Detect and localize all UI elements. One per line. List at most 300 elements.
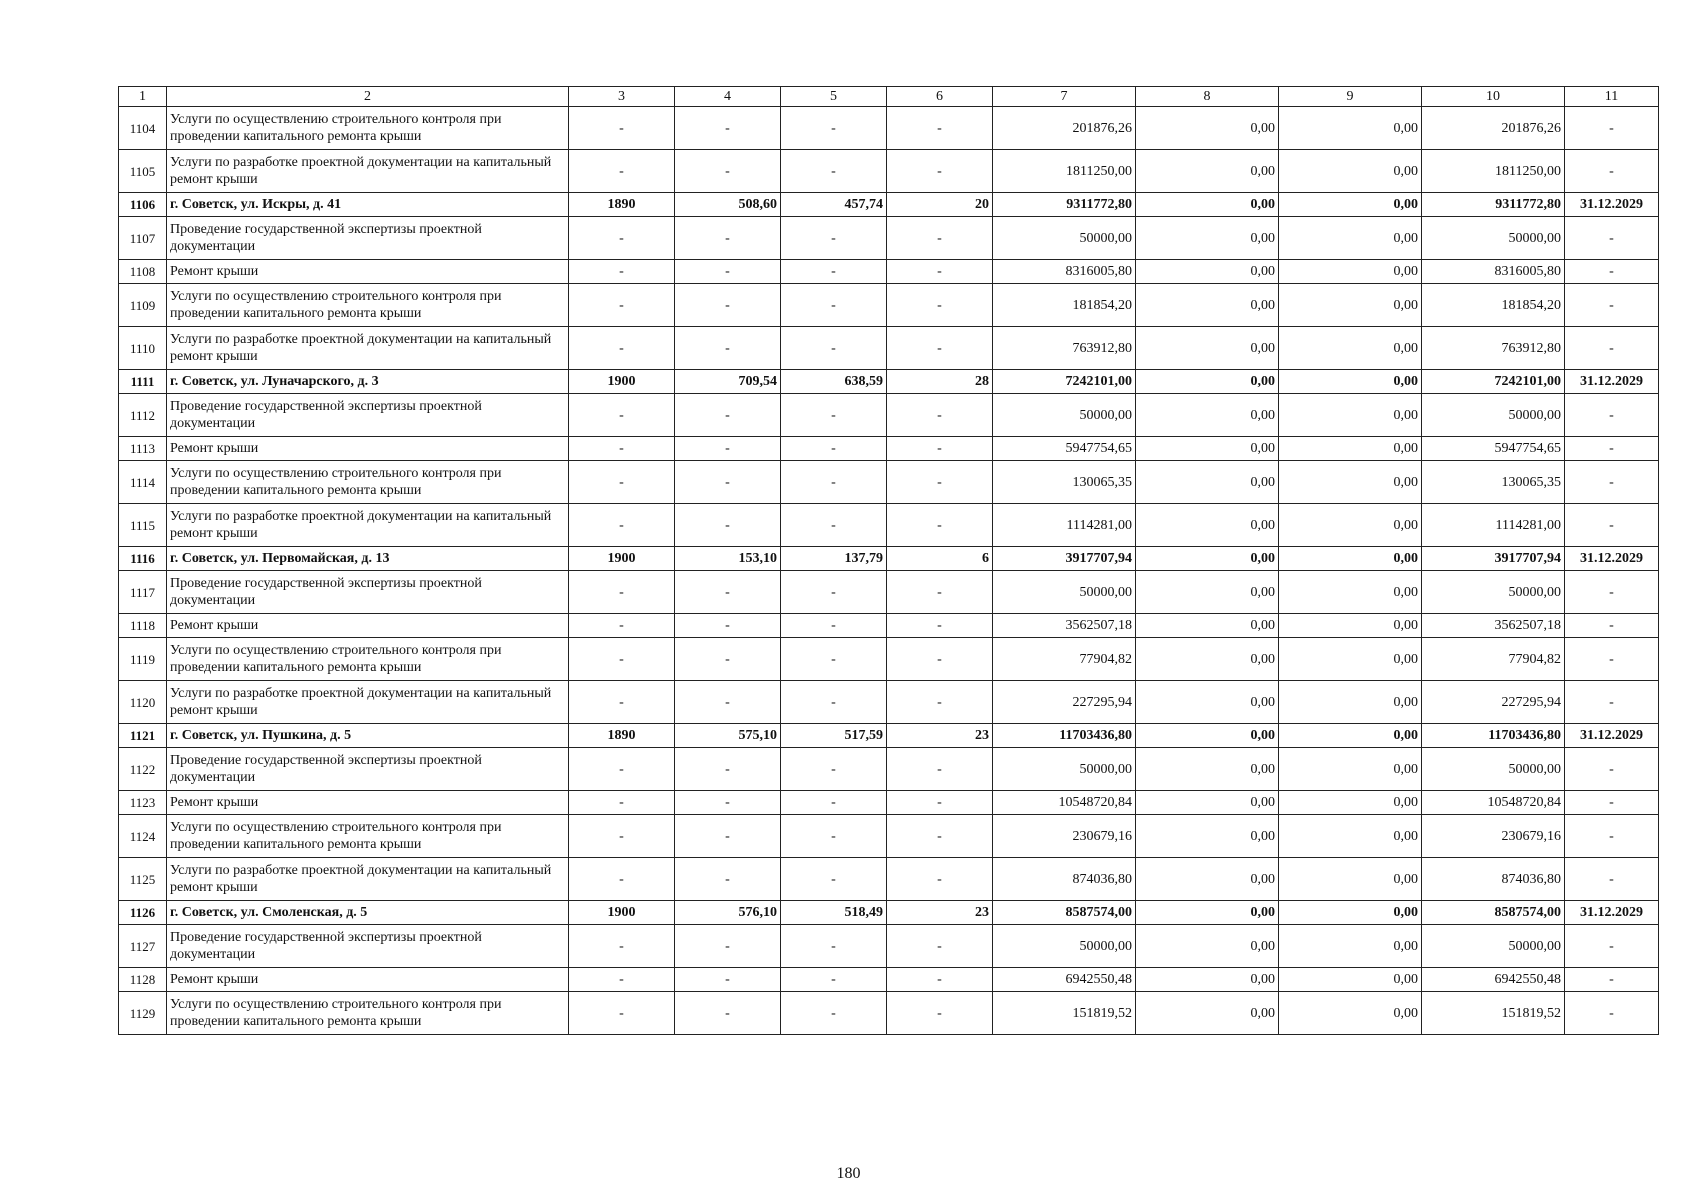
work-name-cell: Услуги по разработке проектной документации на капитальный ремонт крыши [167, 150, 569, 193]
completion-date-cell: - [1565, 150, 1659, 193]
year-cell: - [569, 614, 675, 638]
row-number-cell: 1121 [119, 724, 167, 748]
total-area-cell: - [675, 571, 781, 614]
fund-cost-cell: 0,00 [1136, 437, 1279, 461]
fund-cost-cell: 0,00 [1136, 858, 1279, 901]
budget-cost-cell: 0,00 [1279, 284, 1422, 327]
table-row [119, 638, 1659, 681]
completion-date-cell: - [1565, 394, 1659, 437]
budget-cost-cell: 0,00 [1279, 327, 1422, 370]
table-row [119, 681, 1659, 724]
living-area-cell: 457,74 [781, 193, 887, 217]
table-row [119, 150, 1659, 193]
fund-cost-cell: 0,00 [1136, 394, 1279, 437]
table-row [119, 260, 1659, 284]
living-area-cell: - [781, 437, 887, 461]
total-cost-cell: 7242101,00 [993, 370, 1136, 394]
residents-cell: - [887, 815, 993, 858]
row-number-cell: 1104 [119, 107, 167, 150]
row-number-cell: 1109 [119, 284, 167, 327]
total-area-cell: - [675, 284, 781, 327]
year-cell: - [569, 681, 675, 724]
completion-date-cell: - [1565, 638, 1659, 681]
year-cell: - [569, 815, 675, 858]
owners-cost-cell: 50000,00 [1422, 394, 1565, 437]
completion-date-cell: - [1565, 571, 1659, 614]
work-name-cell: Услуги по разработке проектной документации на капитальный ремонт крыши [167, 681, 569, 724]
residents-cell: - [887, 614, 993, 638]
fund-cost-cell: 0,00 [1136, 815, 1279, 858]
work-name-cell: Ремонт крыши [167, 437, 569, 461]
total-area-cell: - [675, 791, 781, 815]
budget-cost-cell: 0,00 [1279, 217, 1422, 260]
total-cost-cell: 11703436,80 [993, 724, 1136, 748]
completion-date-cell: - [1565, 681, 1659, 724]
row-number-cell: 1128 [119, 968, 167, 992]
living-area-cell: 137,79 [781, 547, 887, 571]
col-header-7: 7 [993, 87, 1136, 107]
row-number-cell: 1112 [119, 394, 167, 437]
residents-cell: - [887, 968, 993, 992]
work-name-cell: Проведение государственной экспертизы проектной документации [167, 748, 569, 791]
row-number-cell: 1125 [119, 858, 167, 901]
table-row [119, 815, 1659, 858]
owners-cost-cell: 50000,00 [1422, 748, 1565, 791]
completion-date-cell: - [1565, 461, 1659, 504]
total-cost-cell: 230679,16 [993, 815, 1136, 858]
total-area-cell: 575,10 [675, 724, 781, 748]
budget-cost-cell: 0,00 [1279, 681, 1422, 724]
residents-cell: - [887, 437, 993, 461]
living-area-cell: - [781, 394, 887, 437]
total-cost-cell: 50000,00 [993, 217, 1136, 260]
owners-cost-cell: 50000,00 [1422, 571, 1565, 614]
owners-cost-cell: 7242101,00 [1422, 370, 1565, 394]
total-cost-cell: 10548720,84 [993, 791, 1136, 815]
fund-cost-cell: 0,00 [1136, 614, 1279, 638]
budget-cost-cell: 0,00 [1279, 504, 1422, 547]
living-area-cell: - [781, 858, 887, 901]
budget-cost-cell: 0,00 [1279, 791, 1422, 815]
budget-cost-cell: 0,00 [1279, 150, 1422, 193]
completion-date-cell: - [1565, 968, 1659, 992]
budget-cost-cell: 0,00 [1279, 370, 1422, 394]
fund-cost-cell: 0,00 [1136, 370, 1279, 394]
row-number-cell: 1116 [119, 547, 167, 571]
table-row [119, 327, 1659, 370]
row-number-cell: 1123 [119, 791, 167, 815]
fund-cost-cell: 0,00 [1136, 968, 1279, 992]
year-cell: 1890 [569, 193, 675, 217]
completion-date-cell: 31.12.2029 [1565, 901, 1659, 925]
total-area-cell: 576,10 [675, 901, 781, 925]
budget-cost-cell: 0,00 [1279, 724, 1422, 748]
residents-cell: - [887, 748, 993, 791]
fund-cost-cell: 0,00 [1136, 260, 1279, 284]
budget-cost-cell: 0,00 [1279, 925, 1422, 968]
fund-cost-cell: 0,00 [1136, 638, 1279, 681]
fund-cost-cell: 0,00 [1136, 284, 1279, 327]
table-row [119, 394, 1659, 437]
total-area-cell: - [675, 614, 781, 638]
residents-cell: - [887, 504, 993, 547]
table-row [119, 614, 1659, 638]
completion-date-cell: - [1565, 925, 1659, 968]
year-cell: - [569, 858, 675, 901]
residents-cell: - [887, 681, 993, 724]
residents-cell: - [887, 217, 993, 260]
residents-cell: 6 [887, 547, 993, 571]
completion-date-cell: 31.12.2029 [1565, 370, 1659, 394]
living-area-cell: - [781, 461, 887, 504]
fund-cost-cell: 0,00 [1136, 150, 1279, 193]
living-area-cell: - [781, 327, 887, 370]
owners-cost-cell: 50000,00 [1422, 217, 1565, 260]
work-name-cell: Услуги по осуществлению строительного контроля при проведении капитального ремонта крыши [167, 284, 569, 327]
completion-date-cell: - [1565, 748, 1659, 791]
completion-date-cell: 31.12.2029 [1565, 547, 1659, 571]
col-header-5: 5 [781, 87, 887, 107]
total-area-cell: - [675, 107, 781, 150]
row-number-cell: 1126 [119, 901, 167, 925]
address-row [119, 547, 1659, 571]
total-area-cell: - [675, 461, 781, 504]
year-cell: - [569, 260, 675, 284]
year-cell: - [569, 968, 675, 992]
residents-cell: - [887, 858, 993, 901]
work-name-cell: Услуги по осуществлению строительного контроля при проведении капитального ремонта крыши [167, 992, 569, 1035]
budget-cost-cell: 0,00 [1279, 547, 1422, 571]
fund-cost-cell: 0,00 [1136, 461, 1279, 504]
living-area-cell: - [781, 925, 887, 968]
year-cell: - [569, 638, 675, 681]
total-cost-cell: 763912,80 [993, 327, 1136, 370]
living-area-cell: - [781, 992, 887, 1035]
total-cost-cell: 130065,35 [993, 461, 1136, 504]
living-area-cell: - [781, 571, 887, 614]
residents-cell: - [887, 150, 993, 193]
budget-cost-cell: 0,00 [1279, 901, 1422, 925]
living-area-cell: 638,59 [781, 370, 887, 394]
col-header-1: 1 [119, 87, 167, 107]
residents-cell: - [887, 260, 993, 284]
work-name-cell: Проведение государственной экспертизы проектной документации [167, 217, 569, 260]
owners-cost-cell: 1114281,00 [1422, 504, 1565, 547]
year-cell: - [569, 571, 675, 614]
completion-date-cell: - [1565, 217, 1659, 260]
residents-cell: - [887, 638, 993, 681]
total-cost-cell: 3917707,94 [993, 547, 1136, 571]
completion-date-cell: - [1565, 858, 1659, 901]
living-area-cell: - [781, 815, 887, 858]
total-area-cell: - [675, 925, 781, 968]
col-header-3: 3 [569, 87, 675, 107]
row-number-cell: 1113 [119, 437, 167, 461]
total-cost-cell: 50000,00 [993, 394, 1136, 437]
owners-cost-cell: 874036,80 [1422, 858, 1565, 901]
owners-cost-cell: 130065,35 [1422, 461, 1565, 504]
work-name-cell: г. Советск, ул. Смоленская, д. 5 [167, 901, 569, 925]
work-name-cell: Услуги по разработке проектной документации на капитальный ремонт крыши [167, 327, 569, 370]
year-cell: - [569, 217, 675, 260]
budget-cost-cell: 0,00 [1279, 461, 1422, 504]
year-cell: - [569, 437, 675, 461]
row-number-cell: 1107 [119, 217, 167, 260]
address-row [119, 724, 1659, 748]
work-name-cell: Услуги по разработке проектной документации на капитальный ремонт крыши [167, 858, 569, 901]
budget-cost-cell: 0,00 [1279, 968, 1422, 992]
col-header-2: 2 [167, 87, 569, 107]
fund-cost-cell: 0,00 [1136, 724, 1279, 748]
table-row [119, 858, 1659, 901]
fund-cost-cell: 0,00 [1136, 107, 1279, 150]
residents-cell: - [887, 925, 993, 968]
work-name-cell: Ремонт крыши [167, 968, 569, 992]
residents-cell: 28 [887, 370, 993, 394]
total-cost-cell: 9311772,80 [993, 193, 1136, 217]
col-header-11: 11 [1565, 87, 1659, 107]
residents-cell: - [887, 327, 993, 370]
living-area-cell: 518,49 [781, 901, 887, 925]
work-name-cell: Услуги по осуществлению строительного контроля при проведении капитального ремонта крыши [167, 638, 569, 681]
owners-cost-cell: 1811250,00 [1422, 150, 1565, 193]
year-cell: - [569, 748, 675, 791]
row-number-cell: 1117 [119, 571, 167, 614]
budget-cost-cell: 0,00 [1279, 193, 1422, 217]
total-area-cell: - [675, 327, 781, 370]
total-area-cell: 153,10 [675, 547, 781, 571]
year-cell: - [569, 107, 675, 150]
total-cost-cell: 3562507,18 [993, 614, 1136, 638]
year-cell: - [569, 461, 675, 504]
fund-cost-cell: 0,00 [1136, 901, 1279, 925]
total-cost-cell: 77904,82 [993, 638, 1136, 681]
year-cell: - [569, 327, 675, 370]
completion-date-cell: - [1565, 815, 1659, 858]
owners-cost-cell: 151819,52 [1422, 992, 1565, 1035]
work-name-cell: Услуги по разработке проектной документации на капитальный ремонт крыши [167, 504, 569, 547]
work-name-cell: г. Советск, ул. Первомайская, д. 13 [167, 547, 569, 571]
total-area-cell: - [675, 638, 781, 681]
fund-cost-cell: 0,00 [1136, 681, 1279, 724]
work-name-cell: Ремонт крыши [167, 791, 569, 815]
work-name-cell: Услуги по осуществлению строительного контроля при проведении капитального ремонта крыши [167, 815, 569, 858]
table-row [119, 504, 1659, 547]
total-cost-cell: 5947754,65 [993, 437, 1136, 461]
living-area-cell: - [781, 150, 887, 193]
fund-cost-cell: 0,00 [1136, 748, 1279, 791]
owners-cost-cell: 181854,20 [1422, 284, 1565, 327]
completion-date-cell: - [1565, 791, 1659, 815]
fund-cost-cell: 0,00 [1136, 571, 1279, 614]
row-number-cell: 1127 [119, 925, 167, 968]
table-row [119, 107, 1659, 150]
budget-cost-cell: 0,00 [1279, 107, 1422, 150]
residents-cell: 23 [887, 724, 993, 748]
residents-cell: - [887, 791, 993, 815]
total-area-cell: - [675, 681, 781, 724]
completion-date-cell: - [1565, 327, 1659, 370]
work-name-cell: Услуги по осуществлению строительного контроля при проведении капитального ремонта крыши [167, 107, 569, 150]
year-cell: - [569, 504, 675, 547]
owners-cost-cell: 5947754,65 [1422, 437, 1565, 461]
residents-cell: - [887, 394, 993, 437]
table-row [119, 968, 1659, 992]
fund-cost-cell: 0,00 [1136, 791, 1279, 815]
living-area-cell: - [781, 217, 887, 260]
budget-cost-cell: 0,00 [1279, 571, 1422, 614]
budget-cost-cell: 0,00 [1279, 748, 1422, 791]
year-cell: 1900 [569, 370, 675, 394]
row-number-cell: 1120 [119, 681, 167, 724]
budget-cost-cell: 0,00 [1279, 437, 1422, 461]
living-area-cell: - [781, 748, 887, 791]
completion-date-cell: - [1565, 260, 1659, 284]
total-area-cell: - [675, 437, 781, 461]
fund-cost-cell: 0,00 [1136, 193, 1279, 217]
residents-cell: - [887, 284, 993, 327]
fund-cost-cell: 0,00 [1136, 925, 1279, 968]
total-area-cell: - [675, 260, 781, 284]
work-name-cell: г. Советск, ул. Пушкина, д. 5 [167, 724, 569, 748]
owners-cost-cell: 227295,94 [1422, 681, 1565, 724]
year-cell: 1900 [569, 547, 675, 571]
total-area-cell: - [675, 815, 781, 858]
living-area-cell: - [781, 968, 887, 992]
owners-cost-cell: 11703436,80 [1422, 724, 1565, 748]
completion-date-cell: - [1565, 284, 1659, 327]
row-number-cell: 1105 [119, 150, 167, 193]
works-table [118, 86, 1659, 1035]
fund-cost-cell: 0,00 [1136, 327, 1279, 370]
address-row [119, 370, 1659, 394]
owners-cost-cell: 3562507,18 [1422, 614, 1565, 638]
year-cell: - [569, 992, 675, 1035]
residents-cell: 20 [887, 193, 993, 217]
living-area-cell: - [781, 260, 887, 284]
table-row [119, 791, 1659, 815]
budget-cost-cell: 0,00 [1279, 394, 1422, 437]
page-number: 180 [836, 1165, 861, 1182]
owners-cost-cell: 230679,16 [1422, 815, 1565, 858]
completion-date-cell: 31.12.2029 [1565, 193, 1659, 217]
living-area-cell: 517,59 [781, 724, 887, 748]
col-header-8: 8 [1136, 87, 1279, 107]
completion-date-cell: - [1565, 614, 1659, 638]
owners-cost-cell: 6942550,48 [1422, 968, 1565, 992]
fund-cost-cell: 0,00 [1136, 992, 1279, 1035]
residents-cell: - [887, 571, 993, 614]
owners-cost-cell: 3917707,94 [1422, 547, 1565, 571]
row-number-cell: 1129 [119, 992, 167, 1035]
work-name-cell: Проведение государственной экспертизы проектной документации [167, 394, 569, 437]
budget-cost-cell: 0,00 [1279, 614, 1422, 638]
total-cost-cell: 50000,00 [993, 925, 1136, 968]
completion-date-cell: - [1565, 107, 1659, 150]
total-cost-cell: 151819,52 [993, 992, 1136, 1035]
residents-cell: - [887, 992, 993, 1035]
total-area-cell: 508,60 [675, 193, 781, 217]
total-cost-cell: 874036,80 [993, 858, 1136, 901]
residents-cell: 23 [887, 901, 993, 925]
table-row [119, 284, 1659, 327]
row-number-cell: 1114 [119, 461, 167, 504]
col-header-10: 10 [1422, 87, 1565, 107]
total-area-cell: - [675, 150, 781, 193]
row-number-cell: 1119 [119, 638, 167, 681]
owners-cost-cell: 9311772,80 [1422, 193, 1565, 217]
table-row [119, 437, 1659, 461]
address-row [119, 193, 1659, 217]
total-cost-cell: 181854,20 [993, 284, 1136, 327]
budget-cost-cell: 0,00 [1279, 638, 1422, 681]
living-area-cell: - [781, 638, 887, 681]
total-area-cell: - [675, 968, 781, 992]
row-number-cell: 1108 [119, 260, 167, 284]
owners-cost-cell: 50000,00 [1422, 925, 1565, 968]
total-area-cell: - [675, 748, 781, 791]
total-area-cell: 709,54 [675, 370, 781, 394]
total-cost-cell: 50000,00 [993, 571, 1136, 614]
fund-cost-cell: 0,00 [1136, 504, 1279, 547]
year-cell: - [569, 284, 675, 327]
address-row [119, 901, 1659, 925]
work-name-cell: г. Советск, ул. Искры, д. 41 [167, 193, 569, 217]
work-name-cell: Проведение государственной экспертизы проектной документации [167, 571, 569, 614]
total-cost-cell: 8587574,00 [993, 901, 1136, 925]
col-header-6: 6 [887, 87, 993, 107]
total-cost-cell: 6942550,48 [993, 968, 1136, 992]
column-number-header-row [119, 87, 1659, 107]
completion-date-cell: - [1565, 504, 1659, 547]
total-cost-cell: 1811250,00 [993, 150, 1136, 193]
work-name-cell: г. Советск, ул. Луначарского, д. 3 [167, 370, 569, 394]
owners-cost-cell: 77904,82 [1422, 638, 1565, 681]
row-number-cell: 1106 [119, 193, 167, 217]
row-number-cell: 1118 [119, 614, 167, 638]
col-header-9: 9 [1279, 87, 1422, 107]
owners-cost-cell: 8587574,00 [1422, 901, 1565, 925]
fund-cost-cell: 0,00 [1136, 217, 1279, 260]
owners-cost-cell: 10548720,84 [1422, 791, 1565, 815]
table-row [119, 992, 1659, 1035]
living-area-cell: - [781, 681, 887, 724]
total-cost-cell: 1114281,00 [993, 504, 1136, 547]
residents-cell: - [887, 461, 993, 504]
total-area-cell: - [675, 217, 781, 260]
living-area-cell: - [781, 504, 887, 547]
living-area-cell: - [781, 107, 887, 150]
year-cell: - [569, 150, 675, 193]
total-area-cell: - [675, 504, 781, 547]
completion-date-cell: 31.12.2029 [1565, 724, 1659, 748]
row-number-cell: 1111 [119, 370, 167, 394]
row-number-cell: 1110 [119, 327, 167, 370]
work-name-cell: Ремонт крыши [167, 260, 569, 284]
year-cell: 1900 [569, 901, 675, 925]
row-number-cell: 1122 [119, 748, 167, 791]
total-area-cell: - [675, 992, 781, 1035]
table-row [119, 461, 1659, 504]
budget-cost-cell: 0,00 [1279, 260, 1422, 284]
living-area-cell: - [781, 614, 887, 638]
total-cost-cell: 227295,94 [993, 681, 1136, 724]
row-number-cell: 1124 [119, 815, 167, 858]
completion-date-cell: - [1565, 992, 1659, 1035]
owners-cost-cell: 8316005,80 [1422, 260, 1565, 284]
year-cell: - [569, 791, 675, 815]
living-area-cell: - [781, 284, 887, 327]
